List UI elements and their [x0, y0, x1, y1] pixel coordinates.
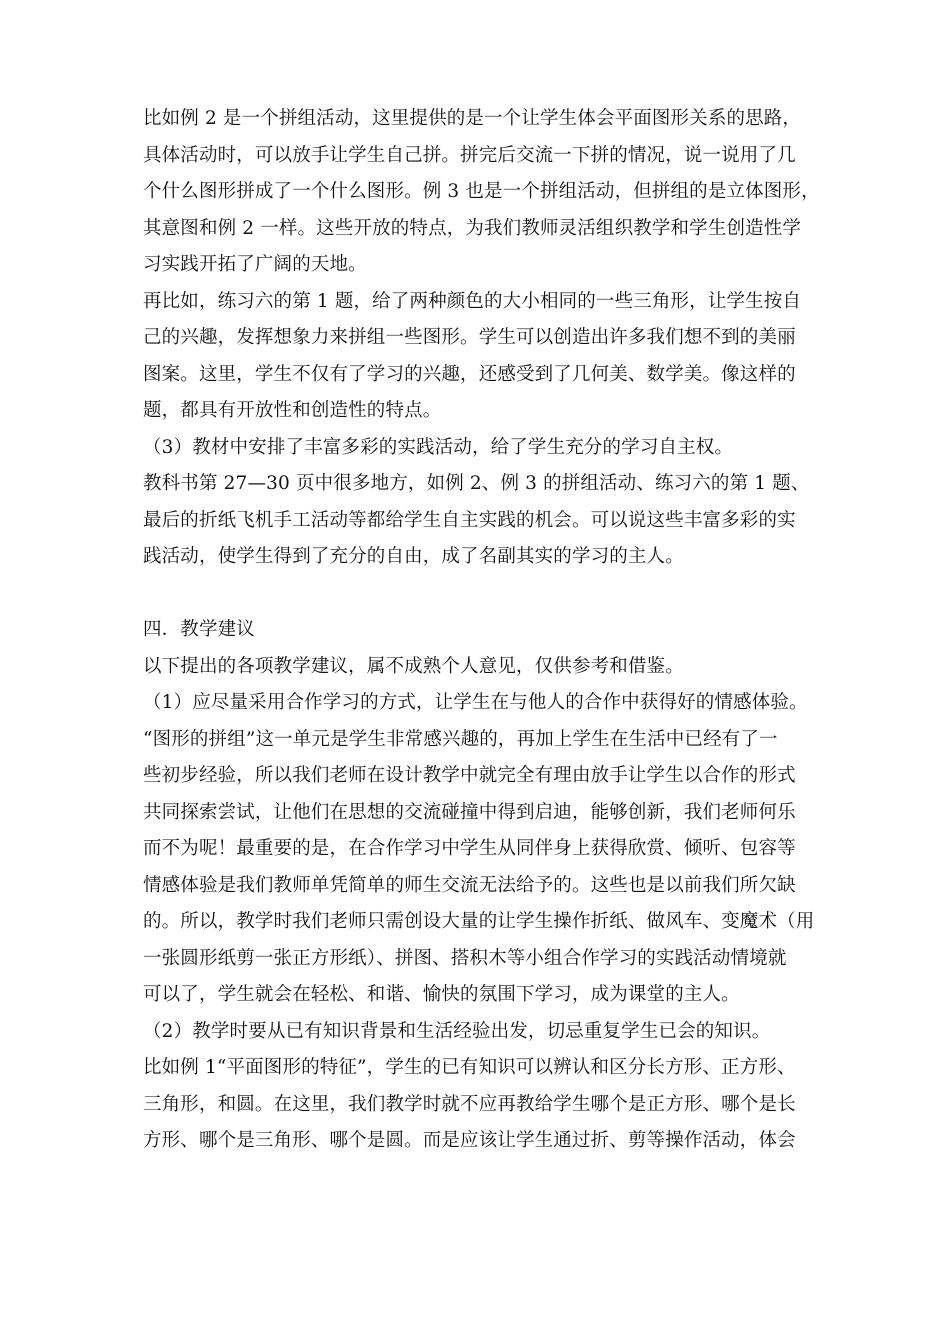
- paragraph-line: 个什么图形拼成了一个什么图形。例 3 也是一个拼组活动，但拼组的是立体图形，: [143, 181, 820, 202]
- paragraph-line: 践活动，使学生得到了充分的自由，成了名副其实的学习的主人。: [143, 546, 684, 567]
- paragraph-line: 些初步经验，所以我们老师在设计教学中就完全有理由放手让学生以合作的形式: [143, 765, 796, 786]
- paragraph-line: 习实践开拓了广阔的天地。: [143, 254, 367, 275]
- paragraph-line: 比如例 1“平面图形的特征”，学生的已有知识可以辨认和区分长方形、正方形、: [143, 1057, 796, 1078]
- paragraph-line: 比如例 2 是一个拼组活动，这里提供的是一个让学生体会平面图形关系的思路，: [143, 108, 802, 129]
- document-body: [143, 101, 823, 1160]
- paragraph-line: 最后的折纸飞机手工活动等都给学生自主实践的机会。可以说这些丰富多彩的实: [143, 509, 796, 531]
- paragraph-line: 图案。这里，学生不仅有了学习的兴趣，还感受到了几何美、数学美。像这样的: [143, 363, 796, 385]
- paragraph-line: 三角形，和圆。在这里，我们教学时就不应再教给学生哪个是正方形、哪个是长: [143, 1093, 796, 1115]
- paragraph-line: 可以了，学生就会在轻松、和谐、愉快的氛围下学习，成为课堂的主人。: [143, 984, 740, 1005]
- paragraph-line: 其意图和例 2 一样。这些开放的特点，为我们教师灵活组织教学和学生创造性学: [143, 217, 802, 239]
- paragraph-line: 而不为呢！最重要的是，在合作学习中学生从同伴身上获得欣赏、倾听、包容等: [143, 838, 796, 859]
- subsection-heading: （1）应尽量采用合作学习的方式，让学生在与他人的合作中获得好的情感体验。: [143, 692, 808, 713]
- paragraph-line: 共同探索尝试，让他们在思想的交流碰撞中得到启迪，能够创新，我们老师何乐: [143, 801, 796, 823]
- paragraph-line: 教科书第 27—30 页中很多地方，如例 2、例 3 的拼组活动、练习六的第 1 题、: [143, 473, 810, 494]
- blank-line: [143, 576, 823, 613]
- paragraph-line: “图形的拼组”这一单元是学生非常感兴趣的，再加上学生在生活中已经有了一: [143, 728, 778, 750]
- subsection-heading: （3）教材中安排了丰富多彩的实践活动，给了学生充分的学习自主权。: [143, 436, 734, 458]
- paragraph-line: 再比如，练习六的第 1 题，给了两种颜色的大小相同的一些三角形，让学生按自: [143, 290, 802, 312]
- subsection-heading: （2）教学时要从已有知识背景和生活经验出发，切忌重复学生已会的知识。: [143, 1020, 771, 1042]
- paragraph-line: 具体活动时，可以放手让学生自己拼。拼完后交流一下拼的情况，说一说用了几: [143, 144, 796, 166]
- section-heading: 四．教学建议: [143, 619, 255, 640]
- paragraph-line: 一张圆形纸剪一张正方形纸）、拼图、搭积木等小组合作学习的实践活动情境就: [143, 947, 787, 969]
- paragraph-line: 情感体验是我们教师单凭简单的师生交流无法给予的。这些也是以前我们所欠缺: [143, 874, 796, 896]
- paragraph-line: 题，都具有开放性和创造性的特点。: [143, 400, 442, 421]
- paragraph-line: 以下提出的各项教学建议，属不成熟个人意见，仅供参考和借鉴。: [143, 655, 684, 677]
- paragraph-line: 己的兴趣，发挥想象力来拼组一些图形。学生可以创造出许多我们想不到的美丽: [143, 327, 796, 348]
- paragraph-line: 的。所以，教学时我们老师只需创设大量的让学生操作折纸、做风车、变魔术（用: [143, 911, 815, 932]
- paragraph-line: 方形、哪个是三角形、哪个是圆。而是应该让学生通过折、剪等操作活动，体会: [143, 1130, 796, 1151]
